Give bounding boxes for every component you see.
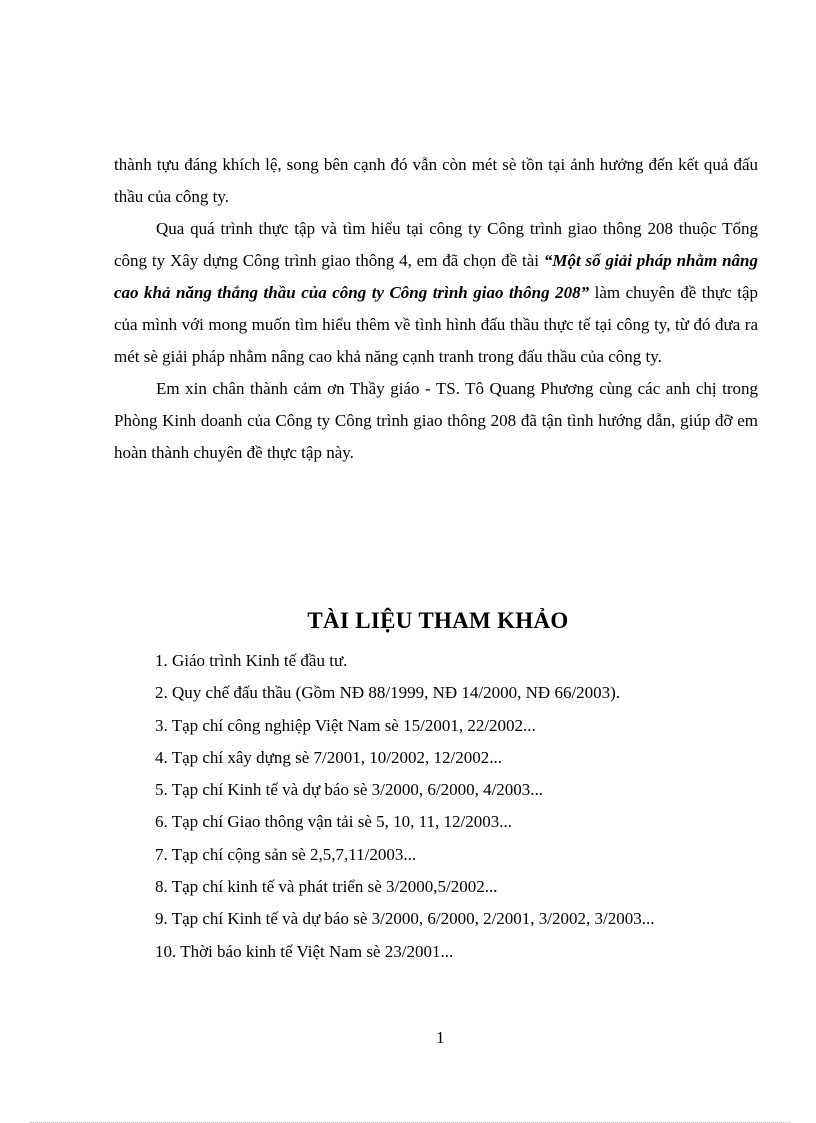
page-number: 1 [436,1028,445,1047]
paragraph-acknowledgement: Em xin chân thành cảm ơn Thầy giáo - TS. Tô Quang Phương cùng các anh chị trong Phòng Kinh doanh của Công ty Công trình giao thông 208 đã tận tình hướng dẫn, giúp đỡ em hoàn thành chuyên đề thực tập này. [114,379,758,462]
paragraph-continuation: thành tựu đáng khích lệ, song bên cạnh đó vẫn còn mét sè tồn tại ảnh hưởng đến kết quả đấu thầu của công ty. [114,155,758,206]
reference-item: 8. Tạp chí kinh tế và phát triển sè 3/2000,5/2002... [155,877,498,897]
references-heading: TÀI LIỆU THAM KHẢO [307,608,569,633]
reference-item: 6. Tạp chí Giao thông vận tải sè 5, 10, 11, 12/2003... [155,812,512,832]
reference-item: 5. Tạp chí Kinh tế và dự báo sè 3/2000, 6/2000, 4/2003... [155,780,544,800]
reference-item: 3. Tạp chí công nghiệp Việt Nam sè 15/2001, 22/2002... [155,715,536,735]
paragraph-topic [114,213,758,373]
reference-item: 9. Tạp chí Kinh tế và dự báo sè 3/2000, 6/2000, 2/2001, 3/2002, 3/2003... [155,909,655,929]
reference-item: 1. Giáo trình Kinh tế đầu tư. [155,651,348,670]
reference-item: 7. Tạp chí cộng sản sè 2,5,7,11/2003... [155,844,417,864]
topic-purpose: làm chuyên đề thực tập của mình với mong muốn tìm hiểu thêm về tình hình đấu thầu thực tế tại công ty, từ đó đưa ra mét sè giải pháp nhằm nâng cao khả năng cạnh tranh trong đấu thầu của công ty. [114,283,759,366]
thesis-title: “Một số giải pháp nhằm nâng cao khả năng thắng thầu của công ty Công trình giao thông 208” [114,251,758,302]
topic-intro: Qua quá trình thực tập và tìm hiểu tại công ty Công trình giao thông 208 thuộc Tổng công ty Xây dựng Công trình giao thông 4, em đã chọn đề tài [114,219,758,270]
references-list [155,645,775,968]
body-text [114,149,758,469]
reference-item: 10. Thời báo kinh tế Việt Nam sè 23/2001... [155,941,454,961]
reference-item: 2. Quy chế đấu thầu (Gồm NĐ 88/1999, NĐ 14/2000, NĐ 66/2003). [155,683,621,703]
reference-item: 4. Tạp chí xây dựng sè 7/2001, 10/2002, 12/2002... [155,747,502,767]
